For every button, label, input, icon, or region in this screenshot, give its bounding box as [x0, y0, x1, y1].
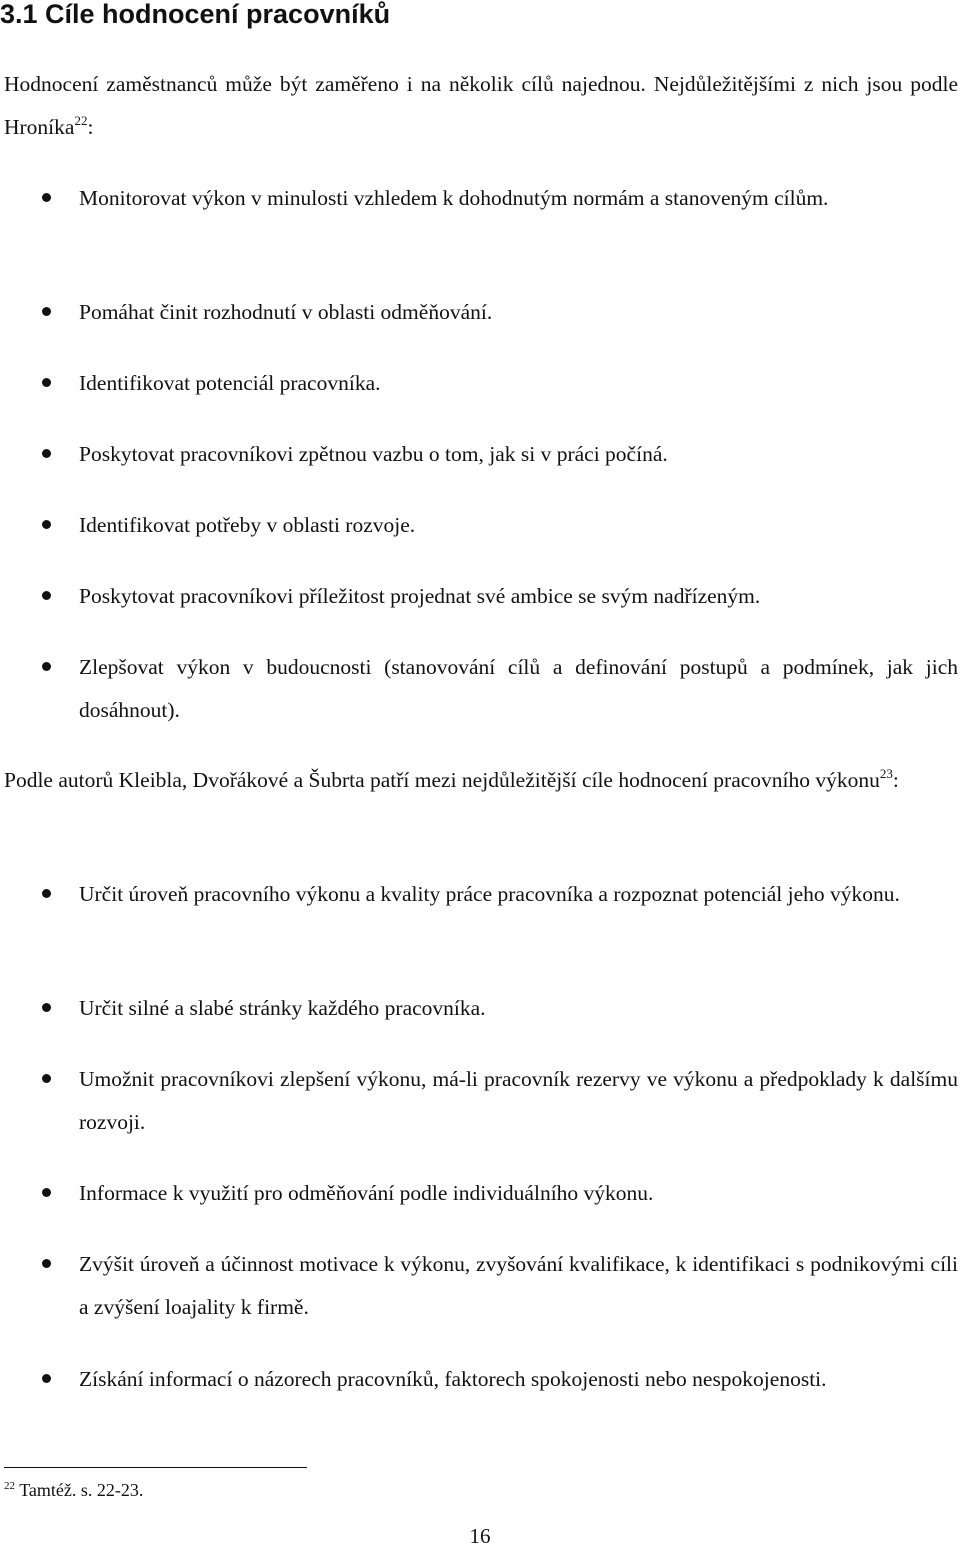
- list-item-text: Zlepšovat výkon v budoucnosti (stanovování cílů a definování postupů a podmínek, jak jich dosáhnout).: [79, 655, 958, 722]
- second-paragraph: [4, 759, 958, 802]
- footnote: [4, 1477, 143, 1503]
- section-heading: 3.1 Cíle hodnocení pracovníků: [0, 0, 391, 29]
- intro-suffix: :: [87, 115, 94, 139]
- page-number: 16: [469, 1524, 491, 1548]
- bullet-icon: [42, 889, 51, 898]
- list-item: [79, 1243, 958, 1329]
- list-item-text: Zvýšit úroveň a účinnost motivace k výkonu, zvyšování kvalifikace, k identifikaci s podnikovými cíli a zvýšení loajality k firmě.: [79, 1252, 958, 1319]
- intro-paragraph: [4, 63, 958, 149]
- bullet-icon: [42, 1003, 51, 1012]
- list-item-text: Určit silné a slabé stránky každého pracovníka.: [79, 996, 486, 1020]
- bullet-icon: [42, 591, 51, 600]
- list-item-text: Informace k využití pro odměňování podle individuálního výkonu.: [79, 1181, 654, 1205]
- bullet-icon: [42, 193, 51, 202]
- list-item: [79, 987, 958, 1030]
- footnote-text: Tamtéž. s. 22-23.: [19, 1480, 144, 1500]
- bullet-icon: [42, 1188, 51, 1197]
- list-item: [79, 873, 958, 916]
- footnote-separator: [4, 1467, 307, 1468]
- second-paragraph-text: Podle autorů Kleibla, Dvořákové a Šubrta patří mezi nejdůležitější cíle hodnocení pracovního výkonu: [4, 768, 880, 792]
- bullet-icon: [42, 449, 51, 458]
- footnote-ref-23: 23: [879, 766, 893, 781]
- list-item: [79, 291, 958, 334]
- list-item: [79, 1058, 958, 1144]
- list-item: [79, 1358, 958, 1401]
- second-paragraph-suffix: :: [892, 768, 899, 792]
- bullet-icon: [42, 378, 51, 387]
- list-item: [79, 362, 958, 405]
- list-item-text: Umožnit pracovníkovi zlepšení výkonu, má-li pracovník rezervy ve výkonu a předpoklady k dalšímu rozvoji.: [79, 1067, 958, 1134]
- list-item-text: Identifikovat potřeby v oblasti rozvoje.: [79, 513, 416, 537]
- list-item: [79, 1172, 958, 1215]
- bullet-icon: [42, 1074, 51, 1083]
- list-item: [79, 646, 958, 732]
- footnote-ref-22: 22: [74, 113, 88, 128]
- list-item-text: Získání informací o názorech pracovníků, faktorech spokojenosti nebo nespokojenosti.: [79, 1367, 827, 1391]
- list-item: [79, 433, 958, 476]
- list-item-text: Určit úroveň pracovního výkonu a kvality práce pracovníka a rozpoznat potenciál jeho výkonu.: [79, 882, 900, 906]
- bullet-icon: [42, 520, 51, 529]
- list-item-text: Poskytovat pracovníkovi příležitost projednat své ambice se svým nadřízeným.: [79, 584, 761, 608]
- bullet-icon: [42, 307, 51, 316]
- list-item-text: Pomáhat činit rozhodnutí v oblasti odměňování.: [79, 300, 493, 324]
- list-item: [79, 177, 958, 220]
- list-item-text: Poskytovat pracovníkovi zpětnou vazbu o tom, jak si v práci počíná.: [79, 442, 668, 466]
- footnote-number: 22: [4, 1480, 15, 1492]
- list-item: [79, 575, 958, 618]
- bullet-icon: [42, 662, 51, 671]
- list-item: [79, 504, 958, 547]
- list-item-text: Monitorovat výkon v minulosti vzhledem k dohodnutým normám a stanoveným cílům.: [79, 186, 829, 210]
- intro-text: Hodnocení zaměstnanců může být zaměřeno i na několik cílů najednou. Nejdůležitějšími z nich jsou podle Hroníka: [4, 72, 958, 139]
- bullet-icon: [42, 1259, 51, 1268]
- list-item-text: Identifikovat potenciál pracovníka.: [79, 371, 381, 395]
- bullet-icon: [42, 1374, 51, 1383]
